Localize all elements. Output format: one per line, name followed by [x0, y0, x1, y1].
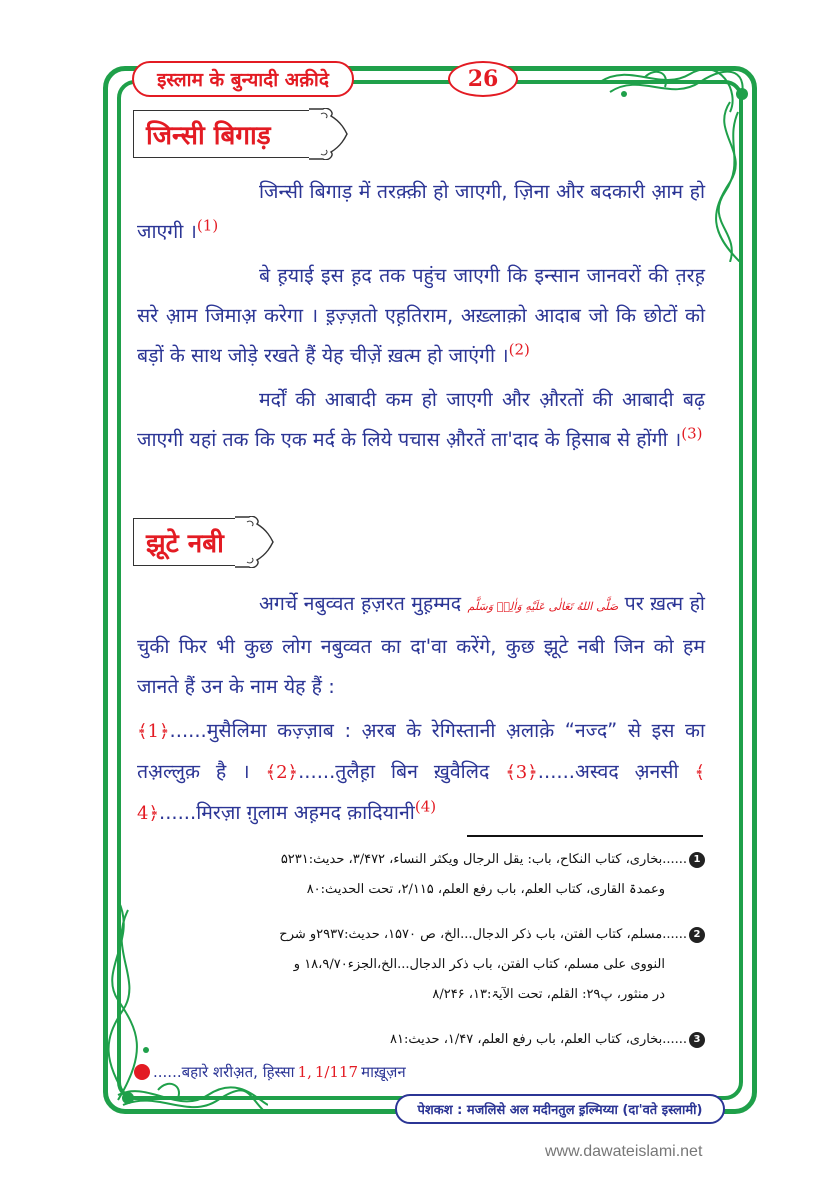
footnote-volume: 1, [297, 1063, 312, 1081]
section-heading-2 [133, 517, 275, 567]
footnote-text: النووی علی مسلم، کتاب الفتن، باب ذکر الدجال...الخ،الجزء۱۸،۹/۷۰ و [293, 957, 665, 972]
paragraph-text: बे ह़याई इस ह़द तक पहुंच जाएगी कि इन्सान जानवरों की त़रह़ सरे आ़म जिमाअ़ करेगा । इ़ज़्ज़तो एह़तिराम, अख़्लाक़ो आदाब जो कि छोटों को बड़ों के साथ जोड़े रखते हैं येह चीज़ें ख़त्म हो जाएंगी । [137, 264, 705, 367]
list-number: ﴾1﴿ [137, 721, 170, 742]
paragraph-text: अगर्चे नबुव्वत ह़ज़रत मुह़म्मद [259, 592, 462, 615]
paragraph-text: मर्दों की आबादी कम हो जाएगी और औ़रतों की आबादी बढ़ जाएगी यहां तक कि एक मर्द के लिये पचास औ़रतें ता'दाद के ह़िसाब से होंगी । [137, 388, 705, 451]
salawat-text: صَلَّى اللهُ تَعَالٰى عَلَيْهِ وَاٰلِهٖ وَسَلَّم [467, 600, 619, 613]
footnote-2 [240, 920, 705, 1010]
footnote-ref[interactable]: (3) [681, 424, 703, 443]
footnote-ref-page: 1/117 [314, 1063, 359, 1081]
page-number: 26 [467, 66, 499, 92]
footnote-1 [240, 845, 705, 905]
footnote-badge: 2 [689, 927, 705, 943]
section-body-2 [137, 584, 705, 834]
footnote-text: माख़ूज़न [361, 1063, 406, 1081]
footnote-line [240, 980, 705, 1010]
list-number: ﴾2﴿ [265, 762, 299, 783]
list-number: ﴾4﴿ [137, 762, 706, 824]
book-title: इस्लाम के बुन्यादी अक़ीदे [157, 69, 329, 91]
paragraph-text: जिन्सी बिगाड़ में तरक़्क़ी हो जाएगी, ज़िना और बदकारी आ़म हो जाएगी । [137, 180, 705, 243]
list-item [266, 760, 490, 783]
section-body-1 [137, 172, 705, 460]
book-title-badge [132, 61, 354, 97]
footnote-badge: 4 [134, 1064, 150, 1080]
website-url[interactable]: www.dawateislami.net [545, 1143, 703, 1160]
footnote-text: وعمدۃ القاری، کتاب العلم، باب رفع العلم، ۲/۱۱۵، تحت الحدیث:۸۰ [306, 882, 665, 897]
scroll-tab-icon [309, 108, 349, 160]
paragraph [137, 256, 705, 376]
paragraph [137, 172, 705, 252]
footnote-line [240, 875, 705, 905]
list-number: ﴾3﴿ [505, 762, 538, 783]
page-number-badge [448, 61, 518, 97]
footnote-line [240, 845, 705, 875]
footnote-text: ......مسلم، کتاب الفتن، باب ذکر الدجال...الخ، ص ۱۵۷۰، حدیث:۲۹۳۷و شرح [279, 927, 687, 942]
footnote-3 [240, 1025, 705, 1055]
footnote-text: ......بخاری، کتاب العلم، باب رفع العلم، ۱/۴۷، حدیث:۸۱ [390, 1032, 687, 1047]
publisher-badge [395, 1094, 725, 1124]
list-text: ......अस्वद अ़नसी [537, 760, 679, 783]
section-heading-label: झूटे नबी [133, 518, 235, 566]
footnote-badge: 3 [689, 1032, 705, 1048]
publisher-text: पेशकश : मजलिसे अल मदीनतुल इ़ल्मिय्या (दा'वते इस्लामी) [417, 1103, 703, 1118]
footnote-separator [467, 835, 703, 837]
scroll-tab-icon [235, 516, 275, 568]
footnote-line [240, 920, 705, 950]
section-heading-label: जिन्सी बिगाड़ [133, 110, 309, 158]
footnote-text: ......बहारे शरीअ़त, ह़िस्सा [153, 1063, 295, 1081]
footnote-ref[interactable]: (4) [414, 797, 437, 816]
footnote-line [240, 950, 705, 980]
paragraph [137, 584, 705, 707]
section-heading-1 [133, 109, 349, 159]
list-text: ......तुलैह़ा बिन ख़ुवैलिद [298, 760, 490, 783]
footnote-ref[interactable]: (1) [196, 216, 219, 235]
list-text: ......मुसैलिमा कज़्ज़ाब : अ़रब के रेगिस्तानी अ़लाक़े “नज्द” से इस का तअ़ल्लुक़ है । [137, 719, 705, 783]
paragraph [137, 380, 705, 460]
list-text: ......मिरज़ा ग़ुलाम अह़मद क़ादियानी [159, 801, 415, 824]
list-item [505, 760, 678, 783]
footnote-badge: 1 [689, 852, 705, 868]
footnote-line [240, 1025, 705, 1055]
paragraph-text: पर ख़त्म हो चुकी फिर भी कुछ लोग नबुव्वत का दा'वा करेंगे, कुछ झूटे नबी जिन को हम जानते हैं उन के नाम येह हैं : [137, 592, 705, 698]
footnote-ref[interactable]: (2) [508, 340, 530, 359]
footnote-text: در منثور، پ۲۹: القلم، تحت الآیۃ:۱۳، ۸/۲۴۶ [432, 987, 665, 1002]
false-prophets-list [137, 711, 705, 834]
footnote-4 [132, 1062, 406, 1082]
footnote-text: ......بخاری، کتاب النکاح، باب: یقل الرجال ویکثر النساء، ۳/۴۷۲، حدیث:۵۲۳۱ [280, 852, 687, 867]
